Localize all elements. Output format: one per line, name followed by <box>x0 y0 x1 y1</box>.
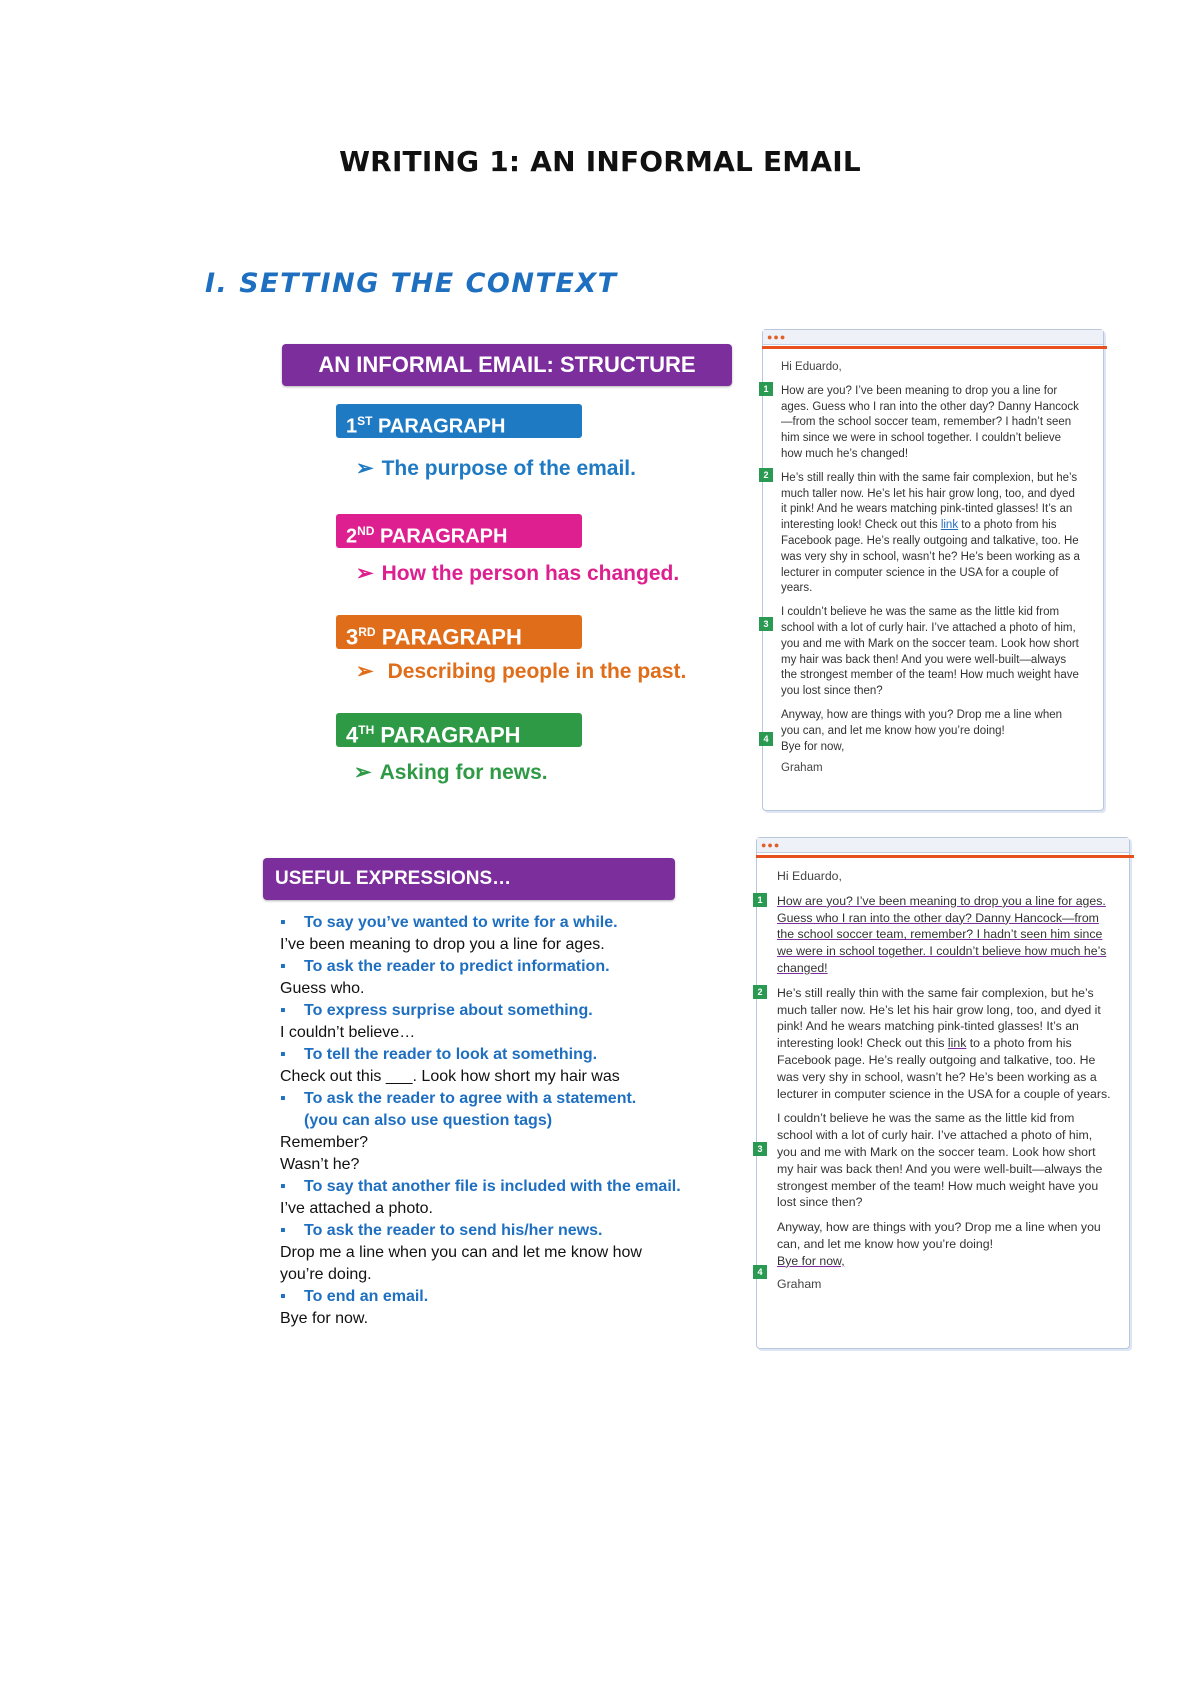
arrow-icon: ➢ <box>356 660 374 683</box>
email-greeting: Hi Eduardo, <box>777 869 842 883</box>
expression-label-note: (you can also use question tags) <box>304 1112 553 1129</box>
paragraph-1-description: ➢ The purpose of the email. <box>356 457 636 480</box>
expression-label: ▪ To tell the reader to look at something. <box>280 1044 750 1066</box>
email-paragraph-1: How are you? I’ve been meaning to drop you a line for ages. Guess who I ran into the other day? Danny Hancock—from the school soccer team, remember? I hadn’t seen him since we were in school together. I couldn’t believe how much he’s changed! <box>781 384 1079 460</box>
email-link[interactable]: link <box>947 1036 967 1051</box>
expression-label: ▪ To say you’ve wanted to write for a while. <box>280 912 750 934</box>
useful-expressions-list <box>280 912 750 1330</box>
bullet-icon: ▪ <box>280 1222 286 1239</box>
email-paragraph-4: Anyway, how are things with you? Drop me a line when you can, and let me know how you’re doing! <box>777 1220 1101 1251</box>
expression-example: Drop me a line when you can and let me know how <box>280 1244 642 1261</box>
expression-example: you’re doing. <box>280 1266 372 1283</box>
expression-example: Remember? <box>280 1134 369 1151</box>
expression-label: ▪ To say that another file is included with the email. <box>280 1176 750 1198</box>
email-accent-line <box>762 346 1107 349</box>
email-paragraph-3: I couldn’t believe he was the same as the little kid from school with a lot of curly hair. I’ve attached a photo of him, you and me with Mark on the soccer team. Look how short my hair was back then! And you were well-built—always the strongest member of the team! How much weight have you lost since then? <box>781 606 1079 698</box>
bullet-icon: ▪ <box>280 914 286 931</box>
arrow-icon: ➢ <box>356 562 374 585</box>
paragraph-4-description: ➢ Asking for news. <box>354 761 548 784</box>
bullet-icon: ▪ <box>280 1178 286 1195</box>
email-window-bar <box>757 838 1129 853</box>
expression-example: I’ve been meaning to drop you a line for ages. <box>280 936 605 953</box>
paragraph-2-badge: 2ND PARAGRAPH <box>336 514 582 548</box>
email-paragraph-4: Anyway, how are things with you? Drop me a line when you can, and let me know how you’re doing! <box>781 708 1063 737</box>
email-paragraph-2: He’s still really thin with the same fair complexion, but he’s much taller now. He’s let his hair grow long, too, and dyed it pink! And he wears matching pink-tinted glasses! It’s an interesting look! Check out this link to a photo from his Facebook page. He’s really outgoing and talkative, too. He was very shy in school, wasn’t he? He’s been working as a lecturer in computer science in the USA for a couple of years. <box>777 985 1111 1101</box>
paragraph-4-badge: 4TH PARAGRAPH <box>336 713 582 747</box>
bullet-icon: ▪ <box>280 1046 286 1063</box>
arrow-icon: ➢ <box>354 761 372 784</box>
paragraph-number-3: 3 <box>753 1142 767 1156</box>
expression-example: Wasn’t he? <box>280 1156 360 1173</box>
paragraph-3-badge: 3RD PARAGRAPH <box>336 615 582 649</box>
expression-label: ▪ To ask the reader to predict information. <box>280 956 750 978</box>
window-dots-icon: ●●● <box>761 840 781 850</box>
email-paragraph-3: I couldn’t believe he was the same as the little kid from school with a lot of curly hair. I’ve attached a photo of him, you and me with Mark on the soccer team. Look how short my hair was back then! And you were well-built—always the strongest member of the team! How much weight have you lost since then? <box>777 1111 1103 1210</box>
email-paragraph-2: He’s still really thin with the same fair complexion, but he’s much taller now. He’s let his hair grow long, too, and dyed it pink! And he wears matching pink-tinted glasses! It’s an interesting look! Check out this link to a photo from his Facebook page. He’s really outgoing and talkative, too. He was very shy in school, wasn’t he? He’s been working as a lecturer in computer science in the USA for a couple of years. <box>781 471 1080 595</box>
paragraph-number-2: 2 <box>753 985 767 999</box>
expression-label: ▪ To end an email. <box>280 1286 750 1308</box>
email-window-bar <box>763 330 1103 345</box>
expression-example: I’ve attached a photo. <box>280 1200 433 1217</box>
email-link[interactable]: link <box>940 519 959 532</box>
expression-label: ▪ To express surprise about something. <box>280 1000 750 1022</box>
window-dots-icon: ●●● <box>767 332 787 342</box>
email-closing: Bye for now, <box>777 1253 845 1268</box>
paragraph-3-description: ➢ Describing people in the past. <box>356 660 687 683</box>
email-2-body <box>777 868 1112 1292</box>
expression-label: ▪ To ask the reader to agree with a statement. <box>280 1088 750 1110</box>
bullet-icon: ▪ <box>280 1090 286 1107</box>
useful-expressions-banner: USEFUL EXPRESSIONS… <box>263 858 675 900</box>
paragraph-1-badge: 1ST PARAGRAPH <box>336 404 582 438</box>
email-accent-line <box>756 855 1134 858</box>
paragraph-number-4: 4 <box>759 732 773 746</box>
arrow-icon: ➢ <box>356 457 374 480</box>
paragraph-number-1: 1 <box>759 382 773 396</box>
bullet-icon: ▪ <box>280 1002 286 1019</box>
expression-example: Guess who. <box>280 980 365 997</box>
expression-example: Bye for now. <box>280 1310 369 1327</box>
paragraph-number-3: 3 <box>759 617 773 631</box>
paragraph-number-1: 1 <box>753 893 767 907</box>
email-signature: Graham <box>781 762 823 775</box>
section-heading: I. SETTING THE CONTEXT <box>205 268 618 299</box>
page-title: WRITING 1: AN INFORMAL EMAIL <box>339 145 861 178</box>
bullet-icon: ▪ <box>280 1288 286 1305</box>
expression-example: I couldn’t believe… <box>280 1024 416 1041</box>
email-paragraph-1: How are you? I’ve been meaning to drop you a line for ages. Guess who I ran into the other day? Danny Hancock—from the school soccer team, remember? I hadn’t seen him since we were in school together. I couldn’t believe how much he’s changed! <box>777 893 1107 975</box>
email-signature: Graham <box>777 1276 822 1291</box>
email-1-body <box>781 360 1081 777</box>
expression-example: Check out this ___. Look how short my hair was <box>280 1068 620 1085</box>
paragraph-2-description: ➢ How the person has changed. <box>356 562 680 585</box>
paragraph-number-2: 2 <box>759 468 773 482</box>
bullet-icon: ▪ <box>280 958 286 975</box>
structure-banner: AN INFORMAL EMAIL: STRUCTURE <box>282 344 732 386</box>
expression-label: ▪ To ask the reader to send his/her news. <box>280 1220 750 1242</box>
paragraph-number-4: 4 <box>753 1265 767 1279</box>
email-greeting: Hi Eduardo, <box>781 361 842 373</box>
email-closing: Bye for now, <box>781 740 845 753</box>
